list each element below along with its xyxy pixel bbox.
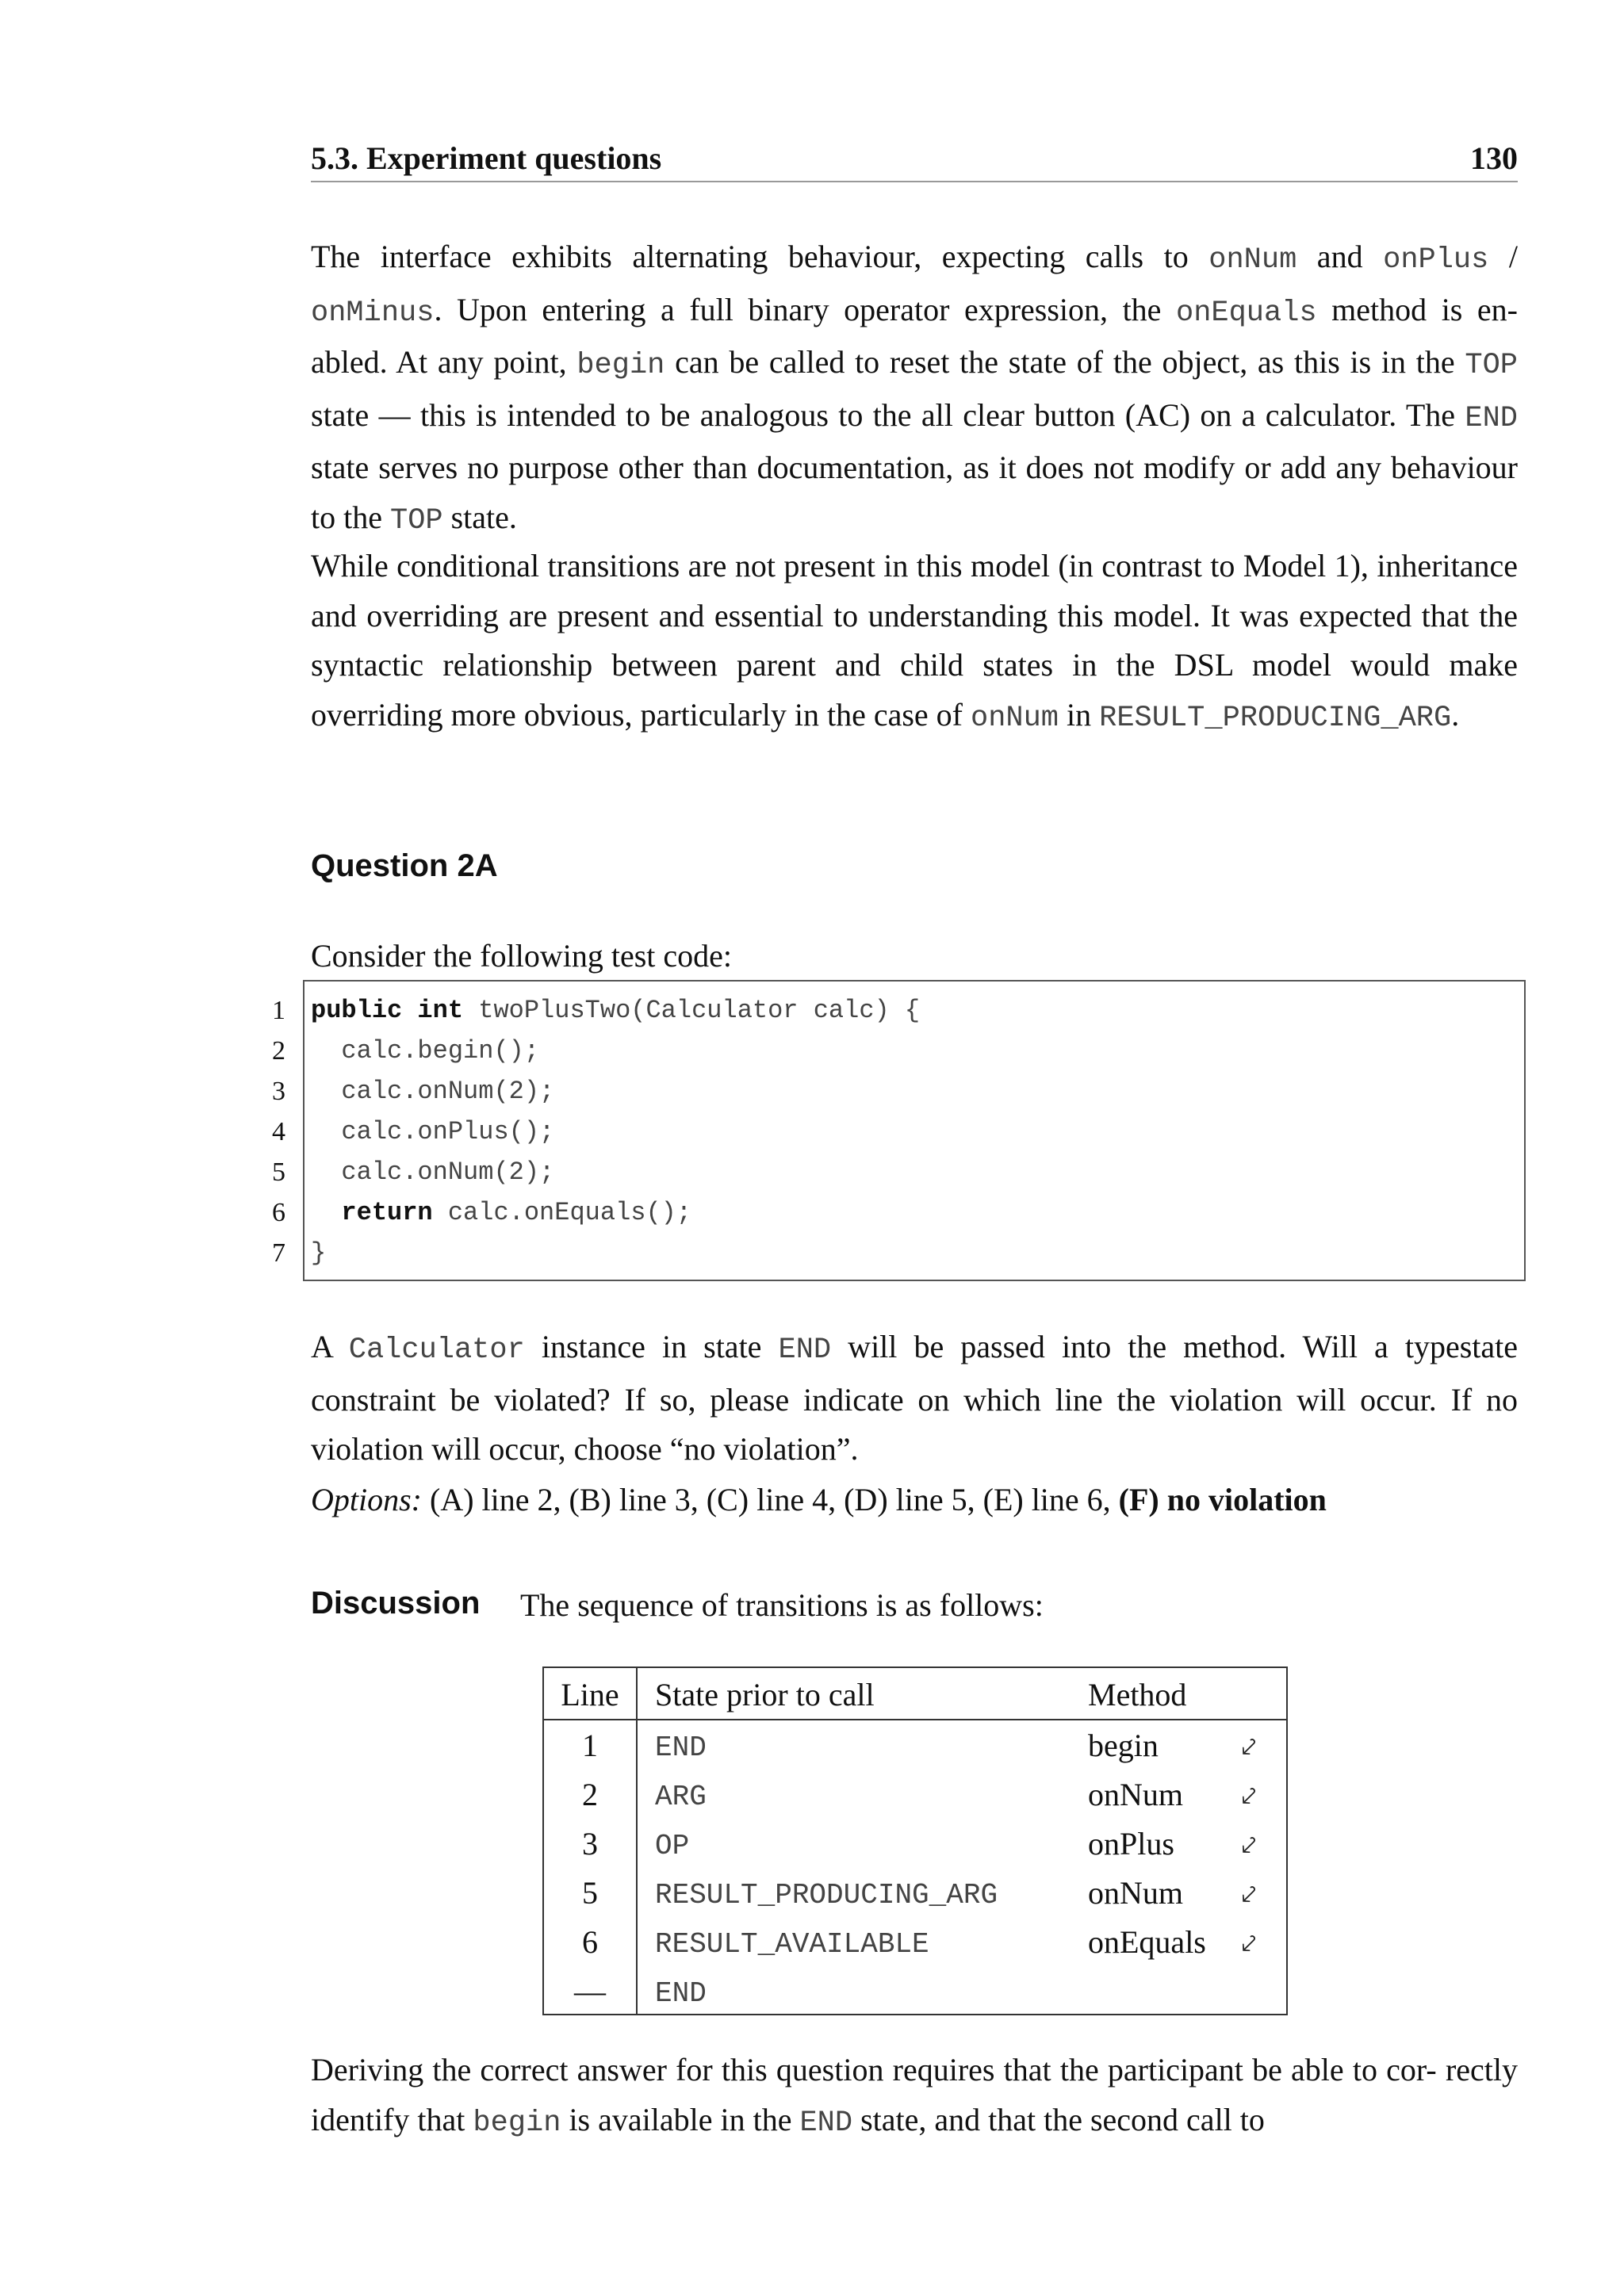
question-heading: Question 2A	[311, 848, 498, 883]
transition-arrow-icon: ⤦	[1242, 1781, 1257, 1811]
transition-arrow-icon: ⤦	[1242, 1879, 1257, 1909]
code-line: public int twoPlusTwo(Calculator calc) {	[311, 996, 921, 1025]
code-Calculator: Calculator	[348, 1334, 525, 1367]
code-line: calc.onNum(2);	[311, 1158, 555, 1187]
code-line-number: 2	[272, 1036, 285, 1066]
table-header-state: State prior to call	[655, 1677, 875, 1712]
code-TOP: TOP	[389, 503, 443, 538]
transition-table	[542, 1667, 1288, 2015]
code-onPlus: onPlus	[1383, 243, 1489, 277]
table-cell-method: onNum	[1088, 1777, 1183, 1812]
code-line-number: 7	[272, 1238, 285, 1268]
code-END: END	[799, 2106, 853, 2140]
code-onNum: onNum	[1208, 243, 1297, 277]
code-line: calc.begin();	[311, 1036, 540, 1066]
code-begin: begin	[576, 349, 665, 382]
table-cell-state: RESULT_AVAILABLE	[655, 1928, 929, 1961]
table-cell-method: begin	[1088, 1728, 1159, 1763]
table-cell-state: END	[655, 1732, 707, 1764]
code-onEquals: onEquals	[1175, 296, 1317, 330]
code-line-number: 6	[272, 1198, 285, 1227]
code-line: return calc.onEquals();	[341, 1198, 692, 1227]
correct-answer: (F) no violation	[1118, 1482, 1327, 1517]
table-cell-method: onNum	[1088, 1875, 1183, 1911]
code-line-number: 4	[272, 1117, 285, 1146]
transition-arrow-icon: ⤦	[1242, 1732, 1257, 1762]
table-cell-line: —	[574, 1973, 606, 2009]
discussion-intro: The sequence of transitions is as follows:	[520, 1587, 1044, 1623]
transition-arrow-icon: ⤦	[1242, 1830, 1257, 1860]
table-cell-line: 1	[582, 1728, 598, 1763]
discussion-heading: Discussion	[311, 1586, 481, 1621]
running-header	[311, 140, 1518, 182]
code-line-number: 3	[272, 1077, 285, 1106]
table-cell-method: onPlus	[1088, 1826, 1174, 1862]
code-line: calc.onPlus();	[311, 1117, 555, 1146]
table-cell-state: OP	[655, 1830, 690, 1862]
code-TOP: TOP	[1465, 349, 1518, 382]
paragraph-inheritance: While conditional transitions are not present in this model (in contrast to Model 1), inheritance and overriding are present and essential to understanding this model. It was expected that the syntactic relationship between parent and child states in the DSL model would make overriding more obvious, particularly in the case of onNum in RESULT_PRODUCING_ARG.	[311, 548, 1518, 735]
table-cell-state: END	[655, 1977, 707, 2010]
section-title: 5.3. Experiment questions	[311, 140, 662, 176]
table-header-method: Method	[1088, 1677, 1187, 1712]
table-cell-line: 5	[582, 1875, 598, 1911]
paragraph-interface-behaviour: The interface exhibits alternating behaviour, expecting calls to onNum and onPlus / onMinus. Upon entering a full binary operator expression, the onEquals method is en- abled. At any point, begin can be called to reset the state of the object, as this is in the TOP state — this is intended to be analogous to the all clear button (AC) on a calculator. The END state serves no purpose other than documentation, as it does not modify or add any behaviour to the TOP state.	[311, 239, 1518, 538]
transition-arrow-icon: ⤦	[1242, 1928, 1257, 1958]
table-cell-line: 2	[582, 1777, 598, 1812]
question-intro: Consider the following test code:	[311, 938, 733, 974]
page-number: 130	[1470, 140, 1518, 176]
code-line: calc.onNum(2);	[311, 1077, 555, 1106]
table-cell-state: ARG	[655, 1781, 707, 1813]
table-header-line: Line	[561, 1677, 619, 1712]
table-cell-line: 6	[582, 1924, 598, 1960]
code-begin: begin	[473, 2106, 561, 2140]
table-cell-line: 3	[582, 1826, 598, 1862]
paragraph-question-text: A Calculator instance in state END will be passed into the method. Will a typestate constraint be violated? If so, please indicate on which line the violation will occur. If no violation will occur, choose “no violation”.	[311, 1329, 1519, 1467]
table-cell-state: RESULT_PRODUCING_ARG	[655, 1879, 998, 1911]
code-result-producing-arg: RESULT_PRODUCING_ARG	[1099, 701, 1452, 735]
code-line-number: 1	[272, 996, 285, 1025]
paragraph-deriving-answer: Deriving the correct answer for this question requires that the participant be able to cor- rectly identify that begin is available in the END state, and that the second call to	[311, 2052, 1518, 2140]
code-line: }	[311, 1238, 327, 1268]
code-onMinus: onMinus	[311, 296, 435, 330]
code-line-number: 5	[272, 1158, 285, 1187]
code-onNum: onNum	[970, 701, 1059, 735]
answer-options: Options: (A) line 2, (B) line 3, (C) line 4, (D) line 5, (E) line 6, (F) no violation	[311, 1482, 1327, 1517]
table-cell-method: onEquals	[1088, 1924, 1206, 1960]
code-END: END	[1465, 401, 1518, 435]
code-END: END	[778, 1334, 832, 1367]
